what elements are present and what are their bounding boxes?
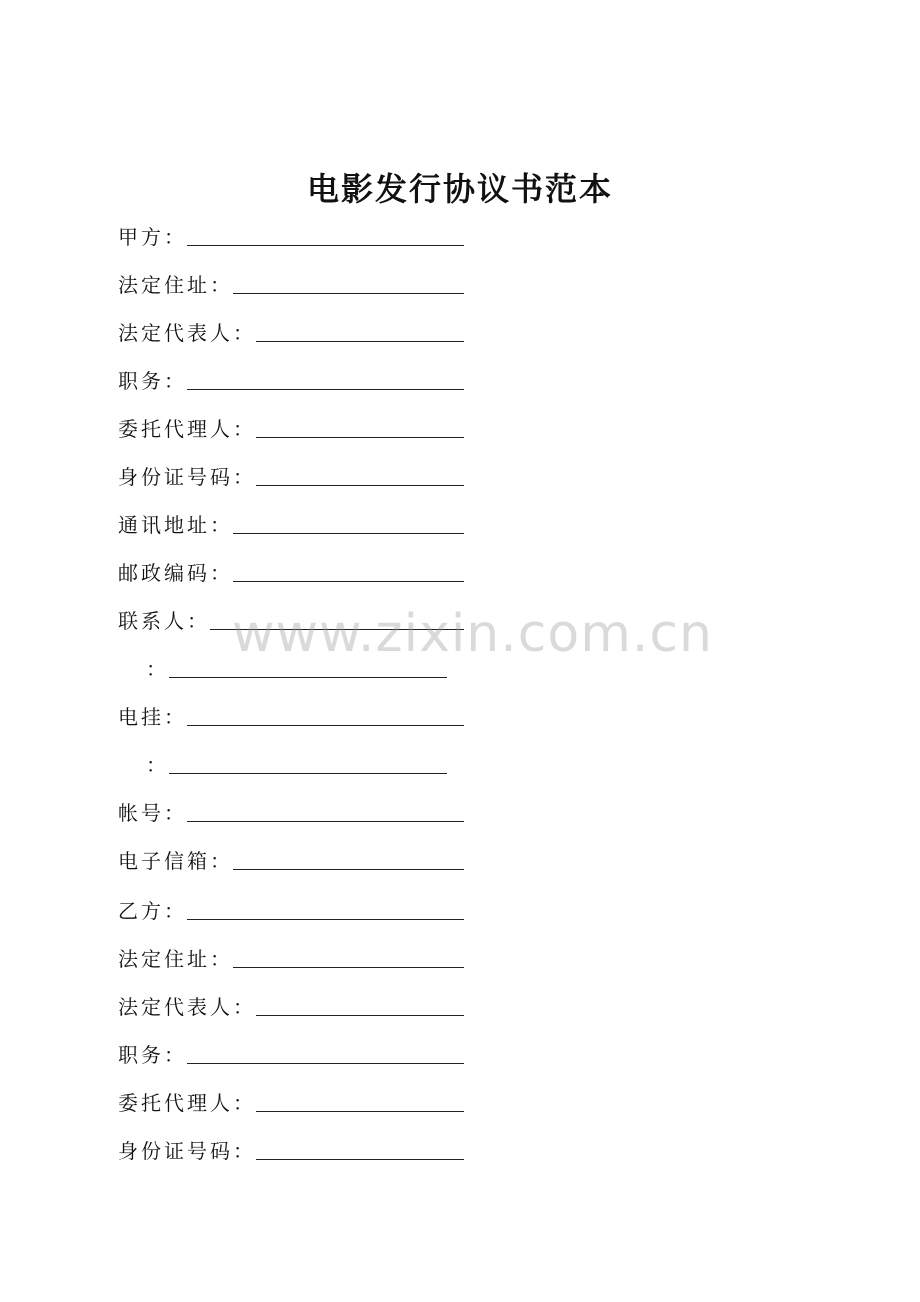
field-label: 身份证号码： [118,465,256,489]
field-label: 身份证号码： [118,1139,256,1163]
field-label: 委托代理人： [118,417,256,441]
field-label: 职务： [118,1043,187,1067]
party-b-address-field [118,942,464,972]
party-a-mail-address-field [118,508,464,538]
field-label: 法定住址： [118,947,233,971]
party-b-legal-rep-field [118,990,464,1020]
blank-line [187,701,464,726]
field-label: 电挂： [118,705,187,729]
party-a-email-field [118,844,464,874]
blank-line [210,605,464,630]
party-a-field [118,220,464,250]
blank-line [233,557,464,582]
party-a-address-field [118,268,464,298]
party-b-agent-field [118,1086,464,1116]
field-label: 法定住址： [118,273,233,297]
blank-line [187,1039,464,1064]
blank-line [256,1087,464,1112]
party-b-position-field [118,1038,464,1068]
field-label: ： [146,753,169,777]
party-b-field [118,894,464,924]
field-label: 乙方： [118,899,187,923]
field-label: 委托代理人： [118,1091,256,1115]
party-a-postal-code-field [118,556,464,586]
blank-line [187,365,464,390]
field-label: 法定代表人： [118,995,256,1019]
blank-line [256,1135,464,1160]
party-a-blank-field-1 [146,652,447,682]
party-a-blank-field-2 [146,748,447,778]
field-label: 法定代表人： [118,321,256,345]
field-label: 通讯地址： [118,513,233,537]
party-a-position-field [118,364,464,394]
party-a-id-field [118,460,464,490]
field-label: 帐号： [118,801,187,825]
field-label: 职务： [118,369,187,393]
field-label: ： [146,657,169,681]
field-label: 联系人： [118,609,210,633]
party-a-contact-field [118,604,464,634]
blank-line [256,317,464,342]
blank-line [256,461,464,486]
document-title: 电影发行协议书范本 [306,170,613,208]
party-a-agent-field [118,412,464,442]
blank-line [233,845,464,870]
party-a-legal-rep-field [118,316,464,346]
field-label: 邮政编码： [118,561,233,585]
blank-line [233,269,464,294]
blank-line [256,413,464,438]
blank-line [169,653,447,678]
watermark: www.zixin.com.cn [232,604,713,664]
party-a-account-field [118,796,464,826]
blank-line [256,991,464,1016]
field-label: 甲方： [118,225,187,249]
blank-line [169,749,447,774]
party-a-telegraph-field [118,700,464,730]
blank-line [233,509,464,534]
field-label: 电子信箱： [118,849,233,873]
blank-line [187,221,464,246]
blank-line [233,943,464,968]
blank-line [187,895,464,920]
blank-line [187,797,464,822]
party-b-id-field [118,1134,464,1164]
